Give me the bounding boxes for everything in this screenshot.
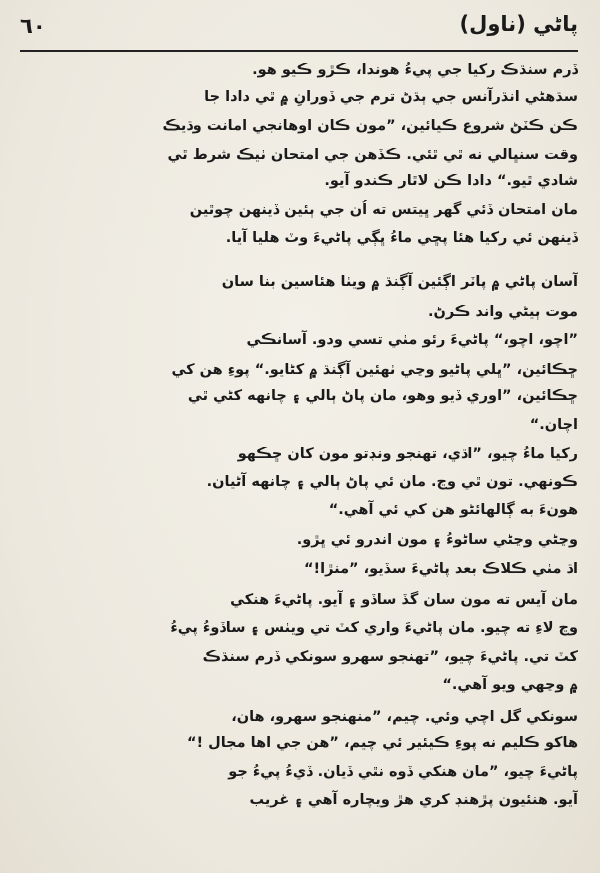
text-line: مان آيس ته مون سان گڏ ساڏو ۽ آيو. پاڻيءَ هنکي: [230, 592, 578, 608]
page-number: ٦٠: [20, 14, 46, 38]
page-header: [20, 6, 578, 50]
text-line: کٽ تي. پاڻيءَ چيو، ”تهنجو سهرو سونکي ڏرم سنڌڪ: [202, 649, 578, 665]
text-line: وڃڻي وڃڻي ساڻوءُ ۽ مون اندرو ئي ڀڙو.: [296, 532, 578, 548]
text-line: ڪن ڪٽڻ شروع ڪيائين، ”مون ڪان اوهانجي امانت وڌيڪ: [162, 118, 578, 134]
text-line: ڏرم سنڌڪ رکيا جي پيءُ هوندا، ڪڙو ڪيو هو.: [252, 62, 578, 78]
text-line: پاڻيءَ چيو، ”مان هنکي ڏوه نٿي ڏيان. ڏيءُ پيءُ جو: [228, 764, 578, 780]
header-rule: [20, 50, 578, 52]
text-line: آيو. هنئيون پڙهنڊ کري هڙ ويچاره آهي ۽ غريب: [249, 792, 578, 808]
text-line: ڇڪائين، ”اوري ڏيو وهو، مان پاڻ ٻالي ۽ چانهه کڻي ٿي: [187, 388, 578, 404]
text-line: اچان.“: [529, 417, 578, 433]
text-line: مان امتحان ڏئي گهر ڀيتس ته اُن جي ٻئين ڏينهن چوٿين: [189, 202, 578, 218]
text-line: سڌهڻي انڌرآنس جي ٻڌڻ ترم جي ڏورانِ ۾ ٿي دادا جا: [204, 89, 578, 105]
text-line: شادي ٿيو.“ دادا ڪن لاٿار ڪندو آيو.: [324, 173, 578, 189]
text-line: ۾ وڃهي ويو آهي.“: [442, 677, 578, 693]
text-line: ڪونهي. تون ٿي وڃ. مان ئي پاڻ ٻالي ۽ چانهه آڻيان.: [206, 474, 578, 490]
text-line: رکيا ماءُ چيو، ”اڌي، تهنجو ونڊتو مون کان ڇڪهو: [237, 446, 578, 462]
text-line: ”اچو، اچو،“ پاڻيءَ رئو مٺي تسي ودو. آسانڪي: [246, 332, 578, 348]
text-line: آسان پاڻي ۾ پاٽر اڳئين آڳنڌ ۾ ويٺا هئاسين بنا سان: [221, 274, 578, 290]
body-text: [22, 60, 578, 859]
text-line: وقت سنڀالي نه ٿي ٿئي. ڪڏهن جي امتحان ٺيڪ شرط ٿي: [167, 147, 578, 163]
text-line: اڌ مٺي ڪلاڪ بعد پاڻيءَ سڏيو، ”منڙا!“: [304, 561, 578, 577]
text-line: هونءَ به ڳالهائڻو هن کي ئي آهي.“: [328, 502, 578, 518]
text-line: سونکي گل اچي وئي. چيم، ”منهنجو سهرو، هان،: [231, 709, 578, 725]
text-line: هاکو ڪليم نه پوءِ ڪيئير ئي چيم، ”هن جي اها مجال !“: [186, 735, 578, 751]
text-line: وڃ لاءِ ته چيو. مان پاڻيءَ واري کٽ تي ويٺس ۽ ساڏوءُ پيءُ: [170, 620, 578, 636]
text-line: موت ٻيڻي واند ڪرڻ.: [427, 304, 578, 320]
text-line: ڇڪائين، ”ڀلي پاڻيو وڃي ٺهئين آڳنڌ ۾ کڻايو.“ پوءِ هن کي: [171, 362, 578, 378]
running-title: پاڻي (ناول): [459, 12, 578, 36]
text-line: ڏينهن ئي رکيا هئا پڇي ماءُ ڀڳي پاڻيءَ وٽ هليا آيا.: [225, 230, 578, 246]
